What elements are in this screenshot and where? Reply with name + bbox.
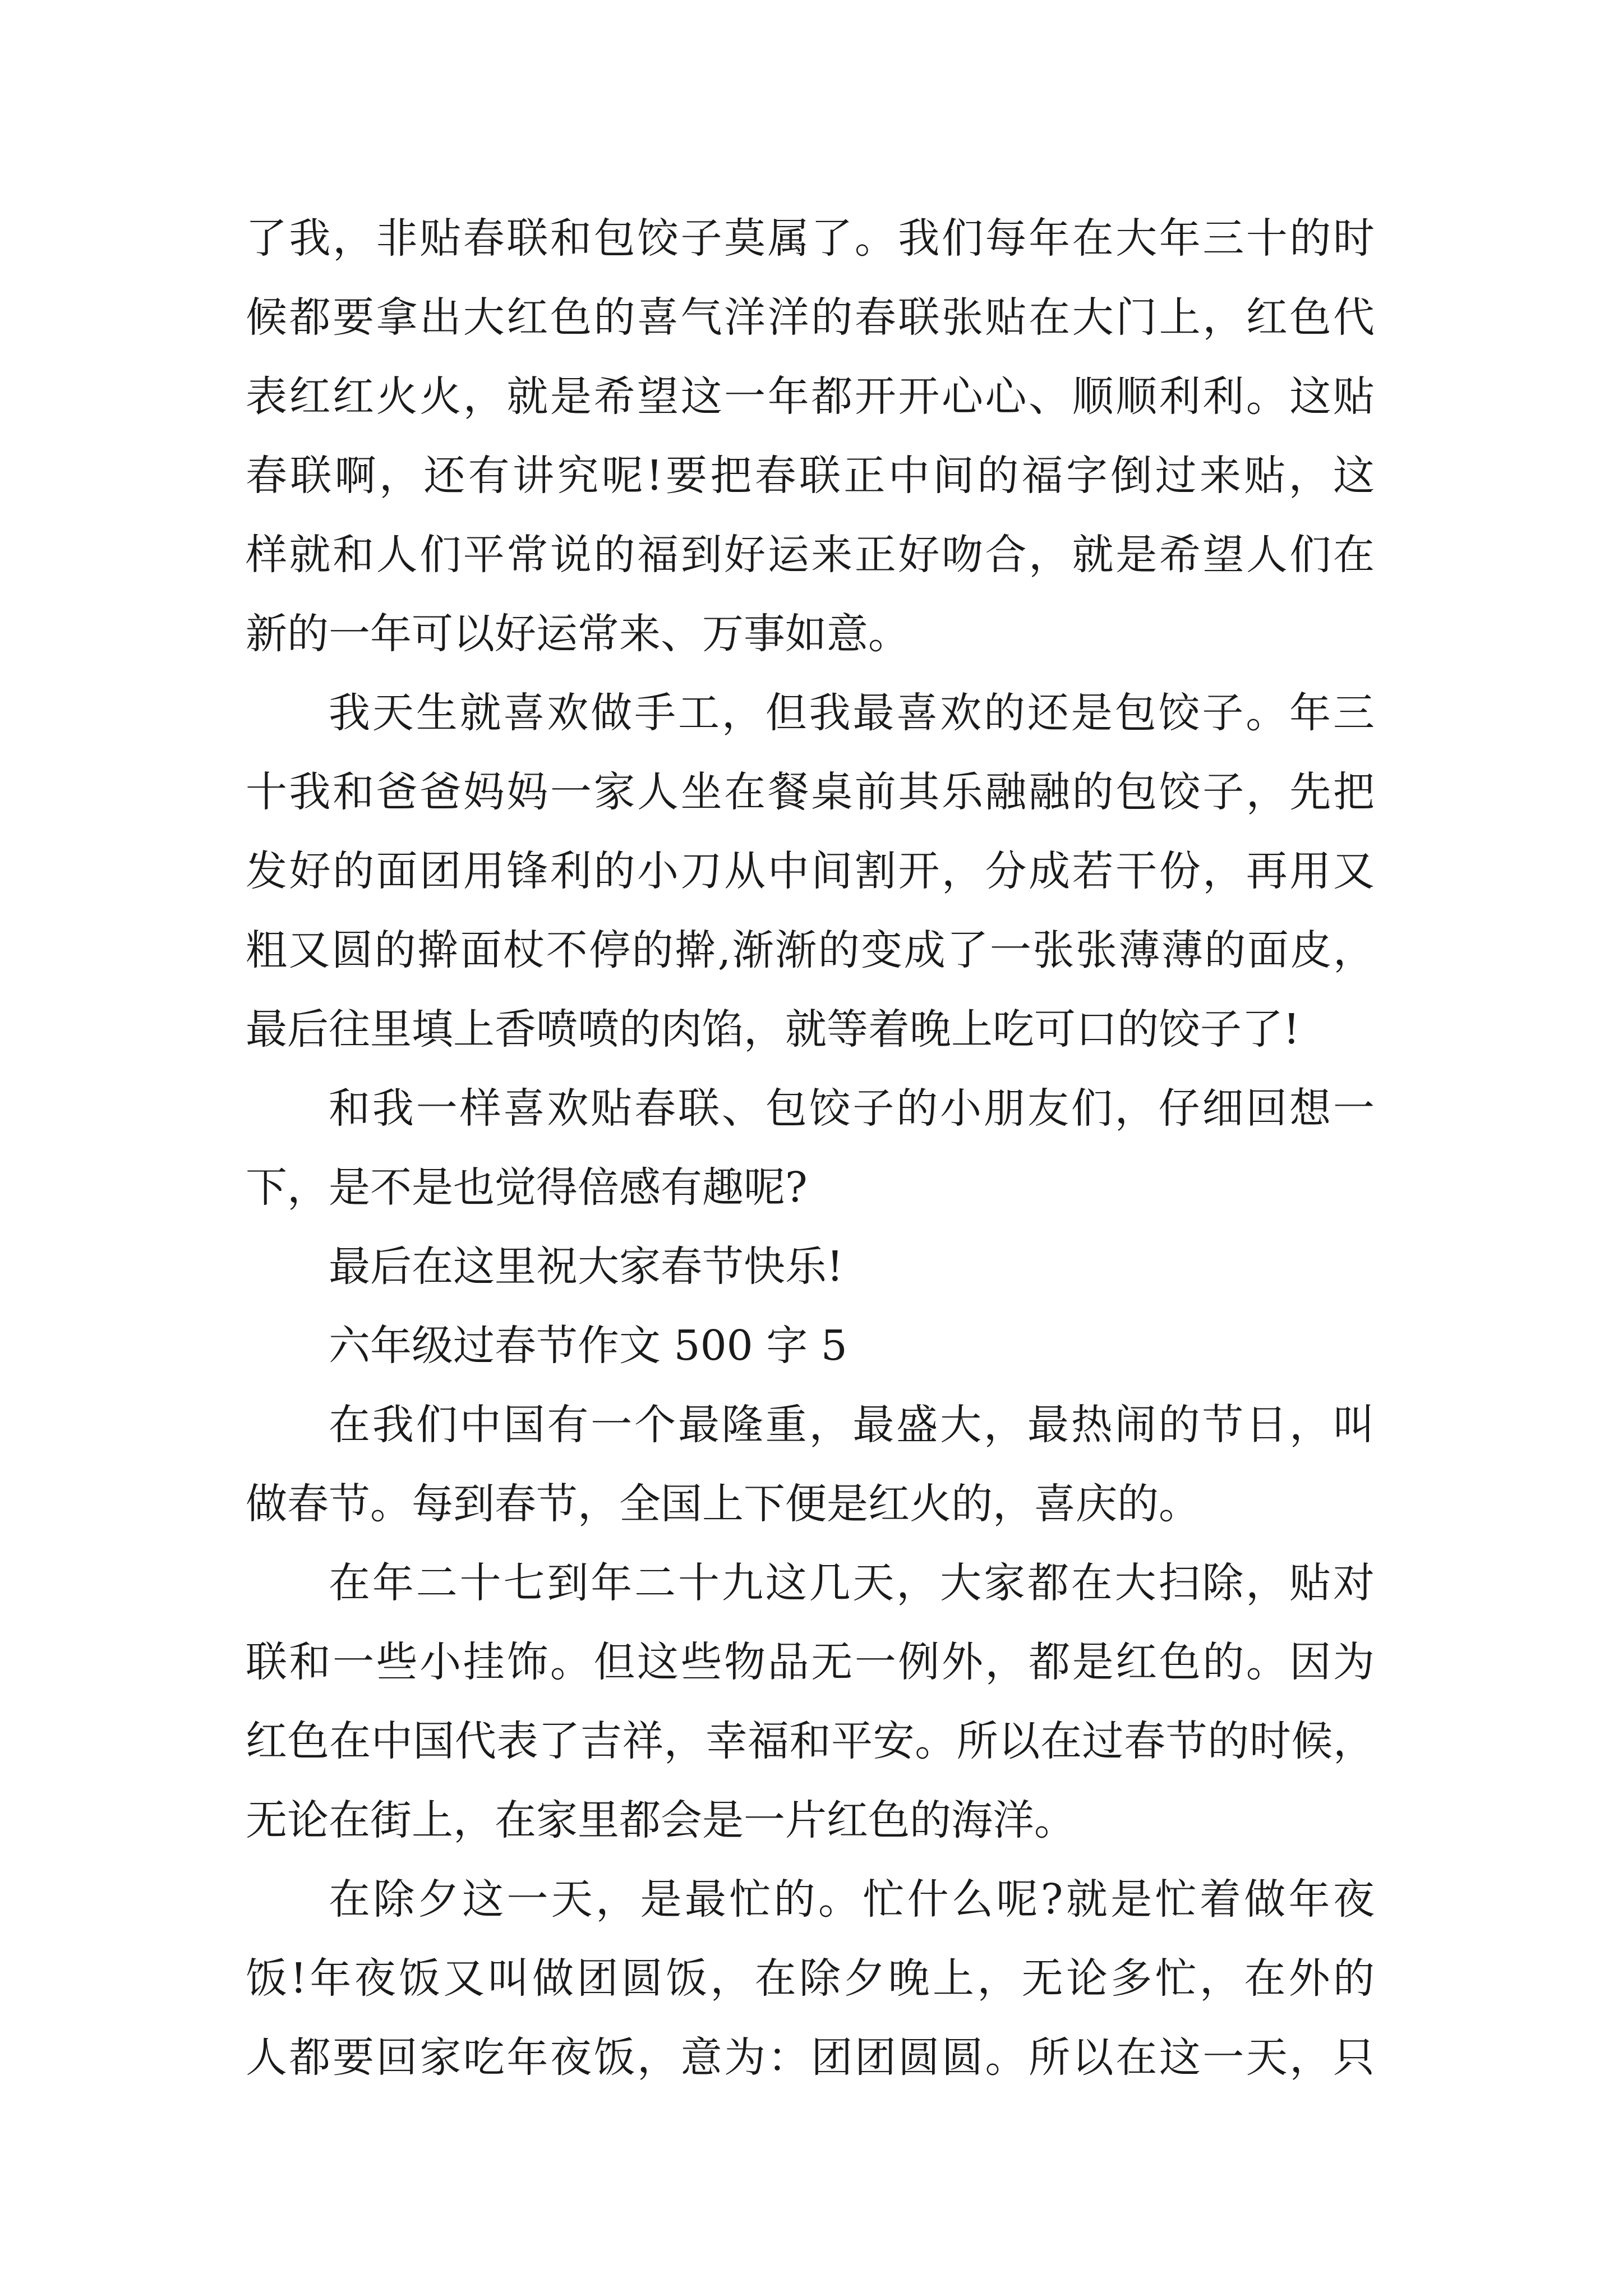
text-line: 下，是不是也觉得倍感有趣呢?: [246, 1163, 808, 1212]
text-line: 饭!年夜饭又叫做团圆饭，在除夕晚上，无论多忙，在外的: [246, 1954, 1375, 2003]
text-line: 最后往里填上香喷喷的肉馅，就等着晚上吃可口的饺子了!: [246, 1005, 1300, 1053]
text-line: 最后在这里祝大家春节快乐!: [329, 1243, 843, 1291]
text-line: 表红红火火，就是希望这一年都开开心心、顺顺利利。这贴: [246, 372, 1375, 421]
text-line: 无论在街上，在家里都会是一片红色的海洋。: [246, 1796, 1076, 1844]
text-line: 人都要回家吃年夜饭，意为：团团圆圆。所以在这一天，只: [246, 2033, 1375, 2082]
text-line: 十我和爸爸妈妈一家人坐在餐桌前其乐融融的包饺子，先把: [246, 768, 1375, 816]
text-line: 样就和人们平常说的福到好运来正好吻合，就是希望人们在: [246, 531, 1375, 579]
text-line: 发好的面团用锋利的小刀从中间割开，分成若干份，再用又: [246, 847, 1375, 895]
text-line: 新的一年可以好运常来、万事如意。: [246, 610, 910, 658]
section-heading: 六年级过春节作文 500 字 5: [329, 1322, 847, 1370]
text-line: 我天生就喜欢做手工，但我最喜欢的还是包饺子。年三: [329, 689, 1375, 737]
text-line: 联和一些小挂饰。但这些物品无一例外，都是红色的。因为: [246, 1638, 1375, 1686]
text-line: 了我，非贴春联和包饺子莫属了。我们每年在大年三十的时: [246, 214, 1375, 263]
essay-body: [246, 199, 1375, 2097]
text-line: 在年二十七到年二十九这几天，大家都在大扫除，贴对: [329, 1559, 1375, 1607]
text-line: 和我一样喜欢贴春联、包饺子的小朋友们，仔细回想一: [329, 1084, 1375, 1133]
text-line: 红色在中国代表了吉祥，幸福和平安。所以在过春节的时候，: [246, 1717, 1375, 1765]
text-line: 做春节。每到春节，全国上下便是红火的，喜庆的。: [246, 1480, 1200, 1528]
text-line: 候都要拿出大红色的喜气洋洋的春联张贴在大门上，红色代: [246, 293, 1375, 342]
text-line: 粗又圆的擀面杖不停的擀,渐渐的变成了一张张薄薄的面皮，: [246, 926, 1375, 974]
text-line: 在我们中国有一个最隆重，最盛大，最热闹的节日，叫: [329, 1401, 1375, 1449]
text-line: 春联啊，还有讲究呢!要把春联正中间的福字倒过来贴，这: [246, 452, 1375, 500]
text-line: 在除夕这一天，是最忙的。忙什么呢?就是忙着做年夜: [329, 1875, 1375, 1924]
